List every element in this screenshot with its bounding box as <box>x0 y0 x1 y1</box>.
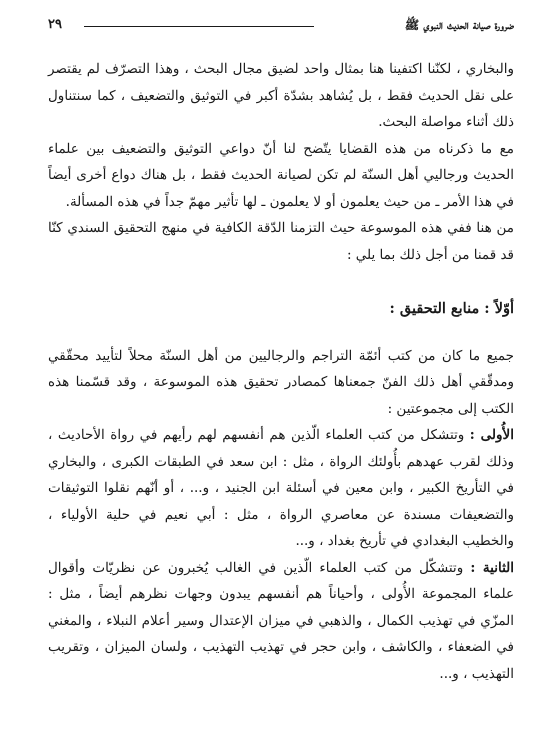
running-title: ضرورة صيانة الحديث النبوي ﷺ <box>404 18 514 32</box>
header-rule <box>84 26 314 27</box>
second-group-text: وتتشكّل من كتب العلماء الّذين في الغالب يُخبرون عن نظريّات وأقوال علماء المجموعة الأُولى ، وأحياناً هم أنفسهم يبدون وجهات نظرهم أيضاً ، مثل : المزّي في تهذيب الكمال ، والذهبي في ميزان الإعتدال وسير أعلام النبلاء ، والمغني في الضعفاء ، والكاشف ، وابن حجر في تهذيب التهذيب ، ولسان الميزان ، وتقريب التهذيب ، و... <box>48 559 514 682</box>
page-header <box>48 14 514 40</box>
second-group-label: الثانية : <box>470 559 515 576</box>
page-number: ٢٩ <box>48 17 62 32</box>
section-paragraph-1: جميع ما كان من كتب أئمّة التراجم والرجاليين من أهل السنّة محلاً لتأييد محقّقي ومدقّقي أهل ذلك الفنّ جمعناها كمصادر تحقيق هذه الموسوعة ، وقد قسّمنا هذه الكتب إلى مجموعتين : <box>48 347 514 417</box>
section-heading: أوّلاً : منابع التحقيق : <box>389 300 514 317</box>
first-group-paragraph <box>48 422 514 555</box>
intro-paragraph-1: والبخاري ، لكنّنا اكتفينا هنا بمثال واحد لضيق مجال البحث ، وهذا التصرّف لم يقتصر على نقل الحديث فقط ، بل يُشاهد بشدّة أكبر في التوثيق والتضعيف ، كما سنتناول ذلك أثناء مواصلة البحث. <box>48 61 514 130</box>
intro-paragraph-3: من هنا ففي هذه الموسوعة حيث التزمنا الدّقة الكافية في منهج التحقيق السندي كنّا قد قمنا من أجل ذلك بما يلي : <box>48 220 514 263</box>
intro-paragraph-2: مع ما ذكرناه من هذه القضايا يتّضح لنا أنّ دواعي التوثيق والتضعيف بين علماء الحديث ورجاليي أهل السنّة لم تكن لصيانة الحديث فقط ، بل هناك دواع أخرى أيضاً في هذا الأمر ـ من حيث يعلمون أو لا يعلمون ـ لها تأثير مهمّ جداً في هذه المسألة. <box>48 140 514 210</box>
page-body <box>48 56 514 687</box>
first-group-text: وتتشكل من كتب العلماء الّذين هم أنفسهم لهم رأيهم في رواة الأحاديث ، وذلك لقرب عهدهم بأُولئك الرواة ، مثل : ابن سعد في الطبقات الكبرى ، والبخاري في التأريخ الكبير ، وابن معين في أسئلة ابن الجنيد ، و... ، أو أنّهم نقلوا التوثيقات والتضعيفات مسندة عن معاصري الرواة ، مثل : أبي نعيم في حلية الأولياء ، والخطيب البغدادي في تأريخ بغداد ، و... <box>48 427 514 549</box>
first-group-label: الأُولى : <box>469 427 514 443</box>
second-group-paragraph <box>48 555 514 688</box>
